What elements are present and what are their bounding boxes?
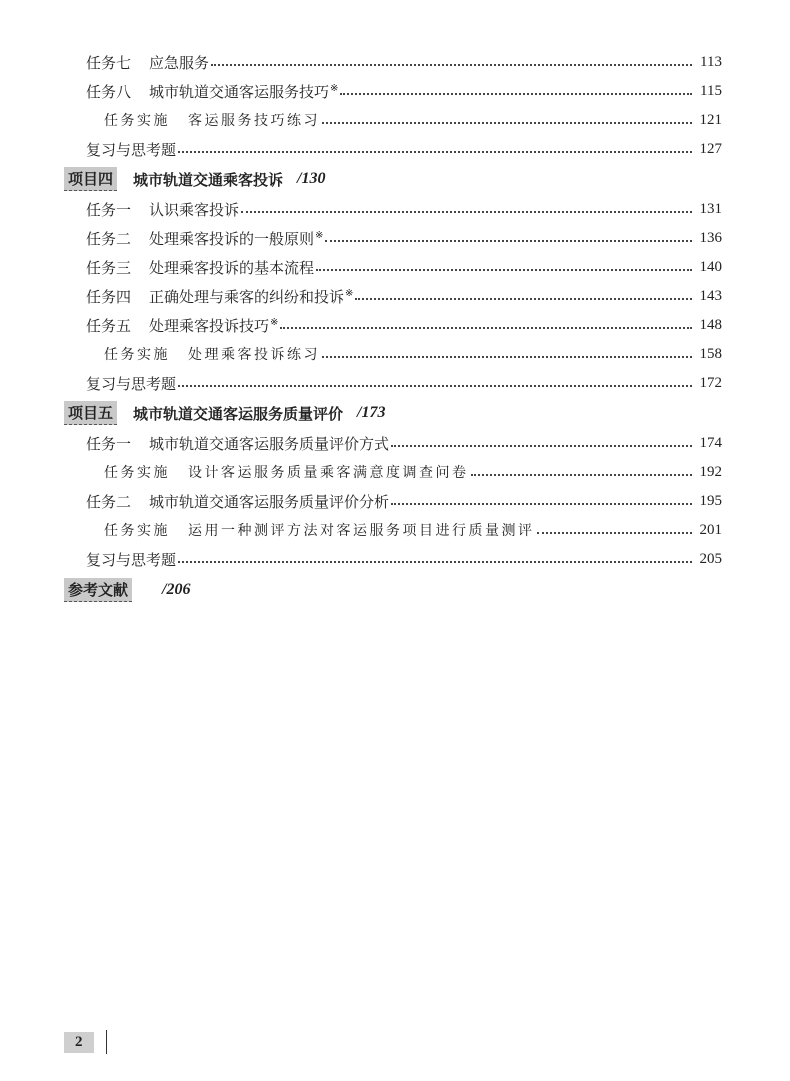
entry-title: 复习与思考题 (86, 140, 177, 159)
project-badge: 项目五 (64, 401, 117, 425)
entry-title: 城市轨道交通客运服务质量评价方式 (149, 434, 390, 453)
entry-mark: ※ (345, 287, 354, 299)
entry-label (86, 433, 389, 454)
entry-title: 城市轨道交通客运服务技巧 (149, 82, 330, 101)
entry-label (104, 344, 320, 364)
footer-divider (106, 1030, 107, 1054)
entry-page: 121 (699, 111, 722, 128)
entry-label (86, 373, 176, 394)
entry-page: 195 (699, 492, 722, 509)
toc-entry[interactable] (0, 487, 790, 515)
entry-mark: ※ (270, 316, 279, 328)
entry-label (104, 462, 469, 482)
dot-leader (325, 240, 691, 242)
toc-entry[interactable] (0, 253, 790, 281)
entry-mark: ※ (330, 82, 339, 94)
entry-label (86, 315, 278, 336)
entry-number: 任务七 (86, 53, 132, 72)
dot-leader (316, 269, 691, 271)
entry-page: 143 (699, 287, 722, 304)
entry-title: 处理乘客投诉技巧 (149, 316, 270, 335)
entry-page: 140 (699, 258, 722, 275)
dot-leader (391, 445, 691, 447)
entry-title: 应急服务 (149, 53, 210, 72)
toc-entry[interactable] (0, 369, 790, 397)
entry-title: 复习与思考题 (86, 550, 177, 569)
entry-label (104, 520, 535, 540)
entry-title: 认识乘客投诉 (149, 200, 240, 219)
entry-number: 任务二 (86, 229, 132, 248)
dot-leader (355, 298, 691, 300)
entry-number: 任务三 (86, 258, 132, 277)
dot-leader (211, 64, 692, 66)
dot-leader (340, 93, 692, 95)
project-page: /206 (162, 581, 191, 598)
entry-number: 任务五 (86, 316, 132, 335)
entry-page: 148 (699, 316, 722, 333)
entry-label (86, 286, 353, 307)
entry-title: 正确处理与乘客的纠纷和投诉 (149, 287, 345, 306)
project-badge: 项目四 (64, 167, 117, 191)
entry-page: 115 (700, 82, 722, 99)
dot-leader (322, 122, 692, 124)
toc-entry[interactable] (0, 545, 790, 573)
entry-number: 任务实施 (104, 465, 170, 481)
entry-label (86, 81, 338, 102)
entry-label (86, 549, 176, 570)
toc-entry[interactable] (0, 195, 790, 223)
toc-entry[interactable] (0, 282, 790, 310)
entry-page: 174 (699, 434, 722, 451)
entry-page: 205 (699, 550, 722, 567)
entry-number: 任务实施 (104, 347, 170, 363)
entry-mark: ※ (315, 229, 324, 241)
toc-entry[interactable] (0, 429, 790, 457)
entry-label (86, 491, 389, 512)
entry-page: 127 (699, 140, 722, 157)
entry-number: 任务八 (86, 82, 132, 101)
toc-entry[interactable] (0, 135, 790, 163)
entry-label (86, 139, 176, 160)
dot-leader (537, 532, 692, 534)
entry-label (86, 199, 239, 220)
entry-label (86, 228, 323, 249)
entry-title: 处理乘客投诉练习 (188, 347, 320, 363)
entry-title: 处理乘客投诉的基本流程 (149, 258, 315, 277)
toc-entry[interactable] (0, 77, 790, 105)
toc-entry[interactable] (0, 458, 790, 486)
toc-entry[interactable] (0, 224, 790, 252)
project-title: 城市轨道交通乘客投诉 (133, 170, 284, 189)
entry-page: 192 (699, 463, 722, 480)
toc-project-heading[interactable] (64, 576, 190, 604)
entry-number: 任务实施 (104, 523, 170, 539)
entry-label (86, 52, 209, 73)
entry-title: 客运服务技巧练习 (188, 113, 320, 129)
entry-title: 处理乘客投诉的一般原则 (149, 229, 315, 248)
entry-title: 复习与思考题 (86, 374, 177, 393)
entry-number: 任务一 (86, 200, 132, 219)
dot-leader (280, 327, 691, 329)
entry-page: 113 (700, 53, 722, 70)
toc-project-heading[interactable] (64, 399, 385, 427)
toc-entry[interactable] (0, 340, 790, 368)
page-footer (64, 1030, 107, 1054)
entry-number: 任务一 (86, 434, 132, 453)
toc-entry[interactable] (0, 311, 790, 339)
toc-entry[interactable] (0, 516, 790, 544)
project-badge: 参考文献 (64, 578, 132, 602)
entry-number: 任务四 (86, 287, 132, 306)
entry-number: 任务实施 (104, 113, 170, 129)
toc-entry[interactable] (0, 48, 790, 76)
project-page: /173 (357, 404, 386, 421)
project-title: 城市轨道交通客运服务质量评价 (133, 404, 344, 423)
entry-title: 运用一种测评方法对客运服务项目进行质量测评 (188, 523, 535, 539)
dot-leader (391, 503, 691, 505)
entry-label (104, 110, 320, 130)
dot-leader (241, 211, 691, 213)
toc-entry[interactable] (0, 106, 790, 134)
entry-title: 设计客运服务质量乘客满意度调查问卷 (188, 465, 469, 481)
entry-number: 任务二 (86, 492, 132, 511)
toc-project-heading[interactable] (64, 165, 325, 193)
page-number: 2 (64, 1032, 94, 1053)
dot-leader (178, 561, 691, 563)
dot-leader (178, 151, 691, 153)
entry-page: 158 (699, 345, 722, 362)
entry-page: 131 (699, 200, 722, 217)
dot-leader (322, 356, 692, 358)
entry-page: 136 (699, 229, 722, 246)
dot-leader (471, 474, 692, 476)
entry-page: 201 (699, 521, 722, 538)
dot-leader (178, 385, 691, 387)
entry-title: 城市轨道交通客运服务质量评价分析 (149, 492, 390, 511)
entry-page: 172 (699, 374, 722, 391)
entry-label (86, 257, 314, 278)
project-page: /130 (297, 170, 326, 187)
